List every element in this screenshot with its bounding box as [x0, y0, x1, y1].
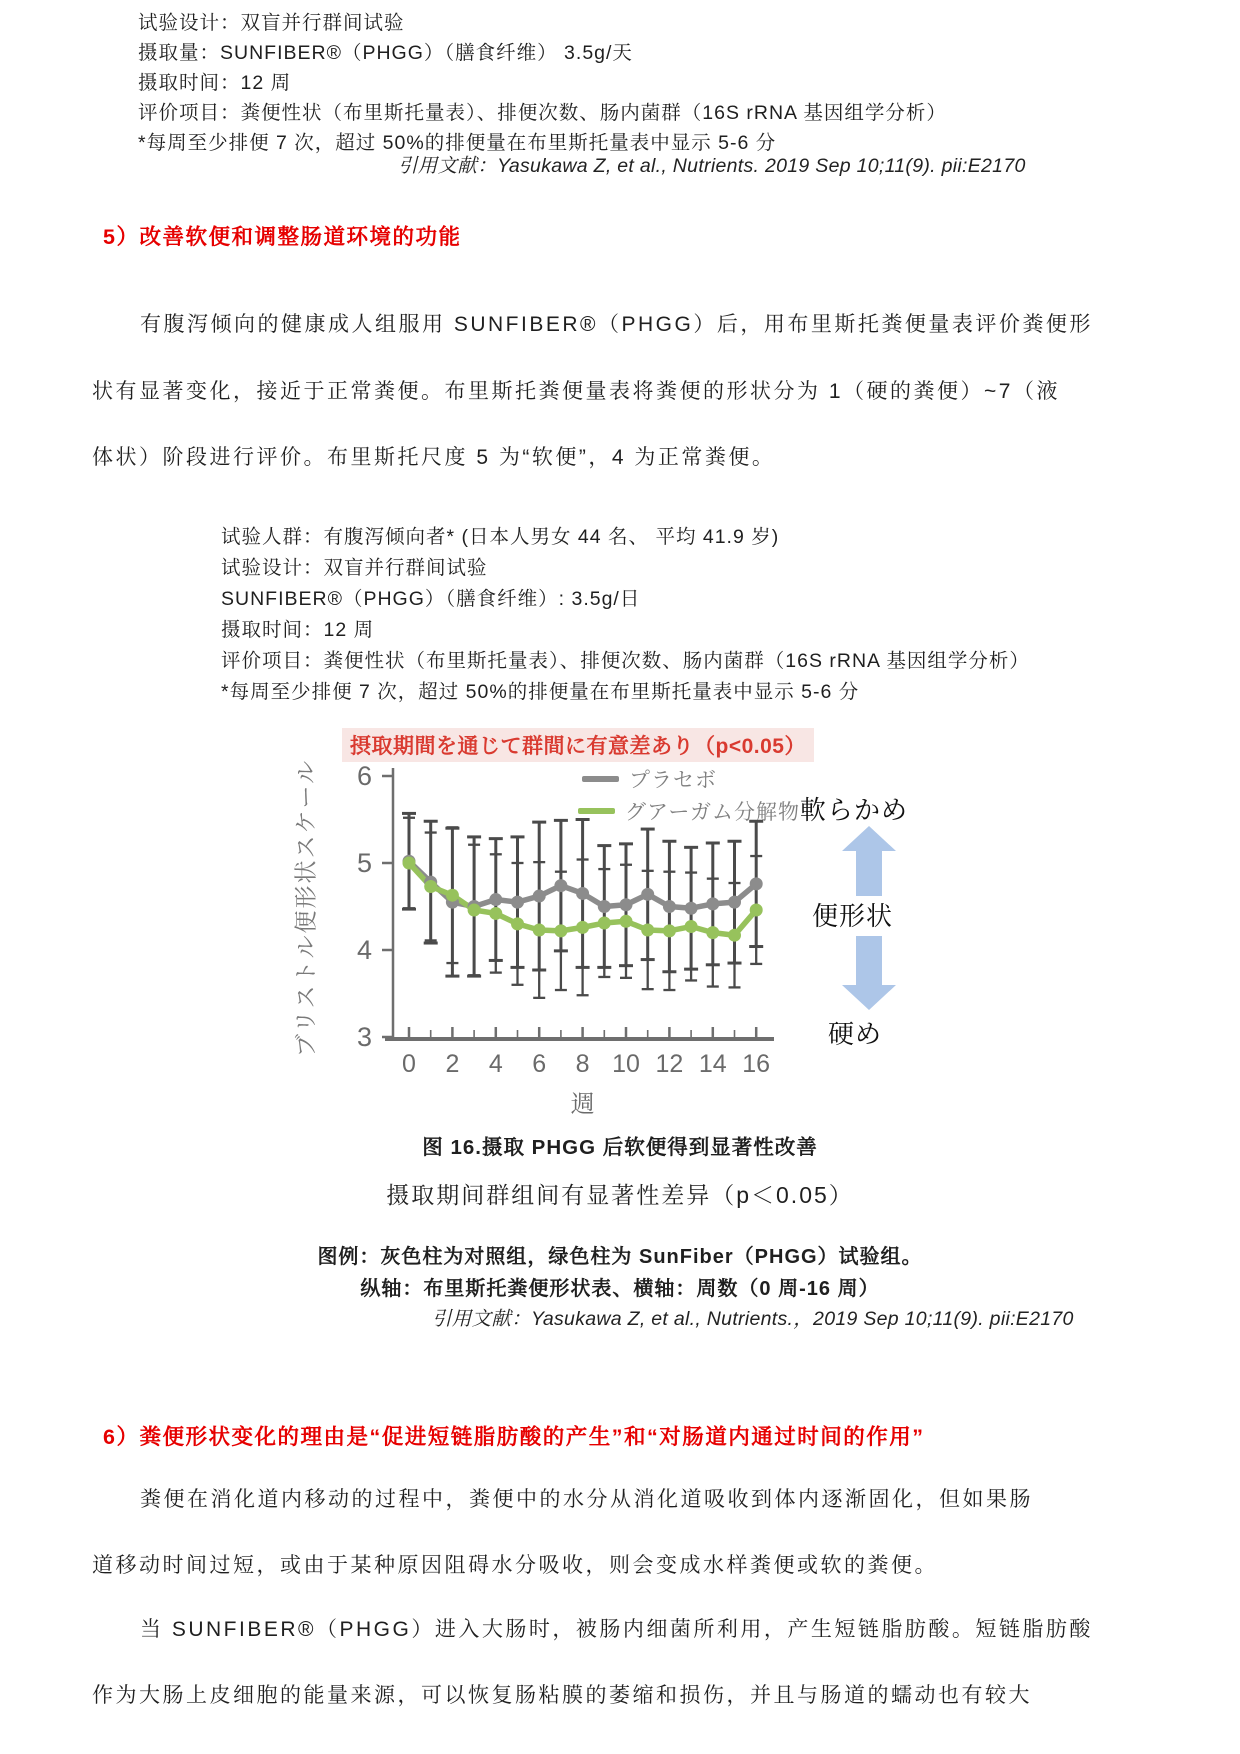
figure-16-chart	[280, 712, 820, 1127]
svg-text:6: 6	[532, 1050, 547, 1078]
svg-text:4: 4	[488, 1050, 503, 1078]
annotation-softer: 軟らかめ	[800, 795, 909, 825]
svg-text:4: 4	[356, 935, 372, 965]
svg-text:10: 10	[612, 1050, 640, 1078]
up-arrow-icon	[842, 826, 896, 896]
significance-note: 摄取期间群组间有显著性差异（p＜0.05）	[386, 1182, 854, 1208]
annotation-harder: 硬め	[828, 1019, 883, 1049]
down-arrow-icon	[842, 936, 896, 1010]
section6-heading: 6）粪便形状变化的理由是“促进短链脂肪酸的产生”和“对肠道内通过时间的作用”	[103, 1425, 925, 1449]
axis-note: 纵轴：布里斯托粪便形状表、横轴：周数（0 周-16 周）	[360, 1278, 880, 1300]
trial2-design-line: 试验设计：双盲并行群间试验	[221, 557, 488, 579]
trial2-footnote-line: *每周至少排便 7 次，超过 50%的排便量在布里斯托量表中显示 5-6 分	[221, 681, 860, 703]
trial2-endpoints-line: 评价项目：粪便性状（布里斯托量表）、排便次数、肠内菌群（16S rRNA 基因组学分析）	[221, 650, 1030, 672]
trial2-dose-line: SUNFIBER®（PHGG）（膳食纤维）: 3.5g/日	[221, 588, 641, 610]
trial1-dose-line: 摄取量：SUNFIBER®（PHGG）（膳食纤维） 3.5g/天	[138, 42, 633, 64]
trial2-duration-line: 摄取时间：12 周	[221, 619, 375, 641]
citation-2: 引用文献：Yasukawa Z, et al., Nutrients.，2019 Sep 10;11(9). pii:E2170	[432, 1308, 1074, 1330]
annotation-stool-shape: 便形状	[812, 901, 894, 931]
trial1-endpoints-line: 评价项目：粪便性状（布里斯托量表）、排便次数、肠内菌群（16S rRNA 基因组学分析）	[138, 102, 947, 124]
legend-placebo-label: プラセボ	[629, 769, 717, 792]
svg-text:0: 0	[402, 1050, 416, 1078]
section5-para-line1: 有腹泻倾向的健康成人组服用 SUNFIBER®（PHGG）后，用布里斯托粪便量表评价粪便形	[140, 313, 1093, 336]
trial-info-block-2	[221, 522, 1030, 708]
trial-info-block-1	[138, 8, 947, 158]
trial1-design-line: 试验设计：双盲并行群间试验	[138, 12, 405, 34]
trial1-footnote-line: *每周至少排便 7 次，超过 50%的排便量在布里斯托量表中显示 5-6 分	[138, 132, 777, 154]
svg-text:8: 8	[575, 1050, 590, 1078]
bristol-scale-line-chart	[280, 712, 820, 1127]
citation-1: 引用文献：Yasukawa Z, et al., Nutrients. 2019 Sep 10;11(9). pii:E2170	[398, 155, 1026, 177]
y-axis-label: ブリストル便形状スケール	[292, 758, 319, 1058]
figure-caption: 图 16.摄取 PHGG 后软便得到显著性改善	[422, 1136, 818, 1159]
section6-para-line1: 粪便在消化道内移动的过程中，粪便中的水分从消化道吸收到体内逐渐固化，但如果肠	[140, 1488, 1033, 1511]
section5-heading: 5）改善软便和调整肠道环境的功能	[103, 225, 462, 249]
svg-text:12: 12	[655, 1050, 684, 1078]
svg-text:6: 6	[356, 761, 372, 791]
svg-text:3: 3	[356, 1022, 372, 1052]
trial1-duration-line: 摄取时间：12 周	[138, 72, 292, 94]
svg-text:16: 16	[742, 1050, 771, 1078]
section5-para-line3: 体状）阶段进行评价。布里斯托尺度 5 为“软便”，4 为正常粪便。	[92, 446, 776, 469]
section6-para-line2: 道移动时间过短，或由于某种原因阻碍水分吸收，则会变成水样粪便或软的粪便。	[92, 1554, 938, 1577]
svg-text:週: 週	[570, 1091, 595, 1118]
chart-title: 摂取期間を通じて群間に有意差あり（p<0.05）	[342, 728, 814, 762]
legend-guargum-label: グアーガム分解物	[625, 801, 800, 824]
svg-text:14: 14	[698, 1050, 727, 1078]
section5-para-line2: 状有显著变化，接近于正常粪便。布里斯托粪便量表将粪便的形状分为 1（硬的粪便）~7（液	[92, 380, 1060, 403]
section6-para-line4: 作为大肠上皮细胞的能量来源，可以恢复肠粘膜的萎缩和损伤，并且与肠道的蠕动也有较大	[92, 1684, 1032, 1707]
svg-text:2: 2	[445, 1050, 460, 1078]
svg-text:5: 5	[356, 848, 372, 878]
legend-note: 图例：灰色柱为对照组，绿色柱为 SunFiber（PHGG）试验组。	[317, 1246, 923, 1268]
section6-para-line3: 当 SUNFIBER®（PHGG）进入大肠时，被肠内细菌所利用，产生短链脂肪酸。短链脂肪酸	[140, 1618, 1093, 1641]
trial2-subjects-line: 试验人群：有腹泻倾向者* (日本人男女 44 名、 平均 41.9 岁)	[221, 526, 780, 548]
